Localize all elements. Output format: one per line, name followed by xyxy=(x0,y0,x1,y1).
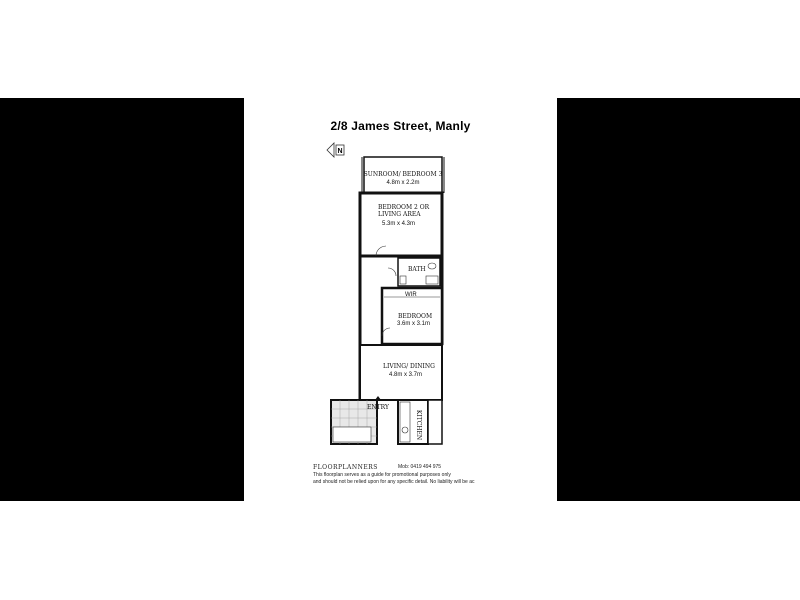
kitchen-label: KITCHEN xyxy=(415,409,422,441)
compass-label: N xyxy=(337,148,343,155)
bedroom-size: 3.6m x 3.1m xyxy=(397,321,431,327)
bedroom2-label-1: BEDROOM 2 OR xyxy=(378,204,430,211)
compass-icon xyxy=(327,143,344,157)
bedroom2-size: 5.3m x 4.3m xyxy=(382,221,416,227)
bath-label: BATH xyxy=(408,266,426,273)
page-title: 2/8 James Street, Manly xyxy=(330,119,471,133)
living-label: LIVING/ DINING xyxy=(383,363,435,370)
floorplanners-brand: FLOORPLANNERS xyxy=(313,464,378,471)
living-size: 4.8m x 3.7m xyxy=(389,372,423,378)
sunroom-label: SUNROOM/ BEDROOM 3 xyxy=(363,171,443,178)
bedroom-label: BEDROOM xyxy=(398,313,433,320)
entry-label: ENTRY xyxy=(367,404,389,411)
floorplanners-mobile: Mob: 0419 494 975 xyxy=(398,464,442,470)
kitchen-outline xyxy=(398,400,428,444)
wir-label: WIR xyxy=(405,292,417,298)
disclaimer-line-2: and should not be relied upon for any specific detail. No liability will be ac xyxy=(313,479,475,485)
disclaimer-line-1: This floorplan serves as a guide for promotional purposes only xyxy=(313,472,451,478)
bedroom2-label-2: LIVING AREA xyxy=(378,211,421,218)
sunroom-size: 4.8m x 2.2m xyxy=(386,180,420,186)
